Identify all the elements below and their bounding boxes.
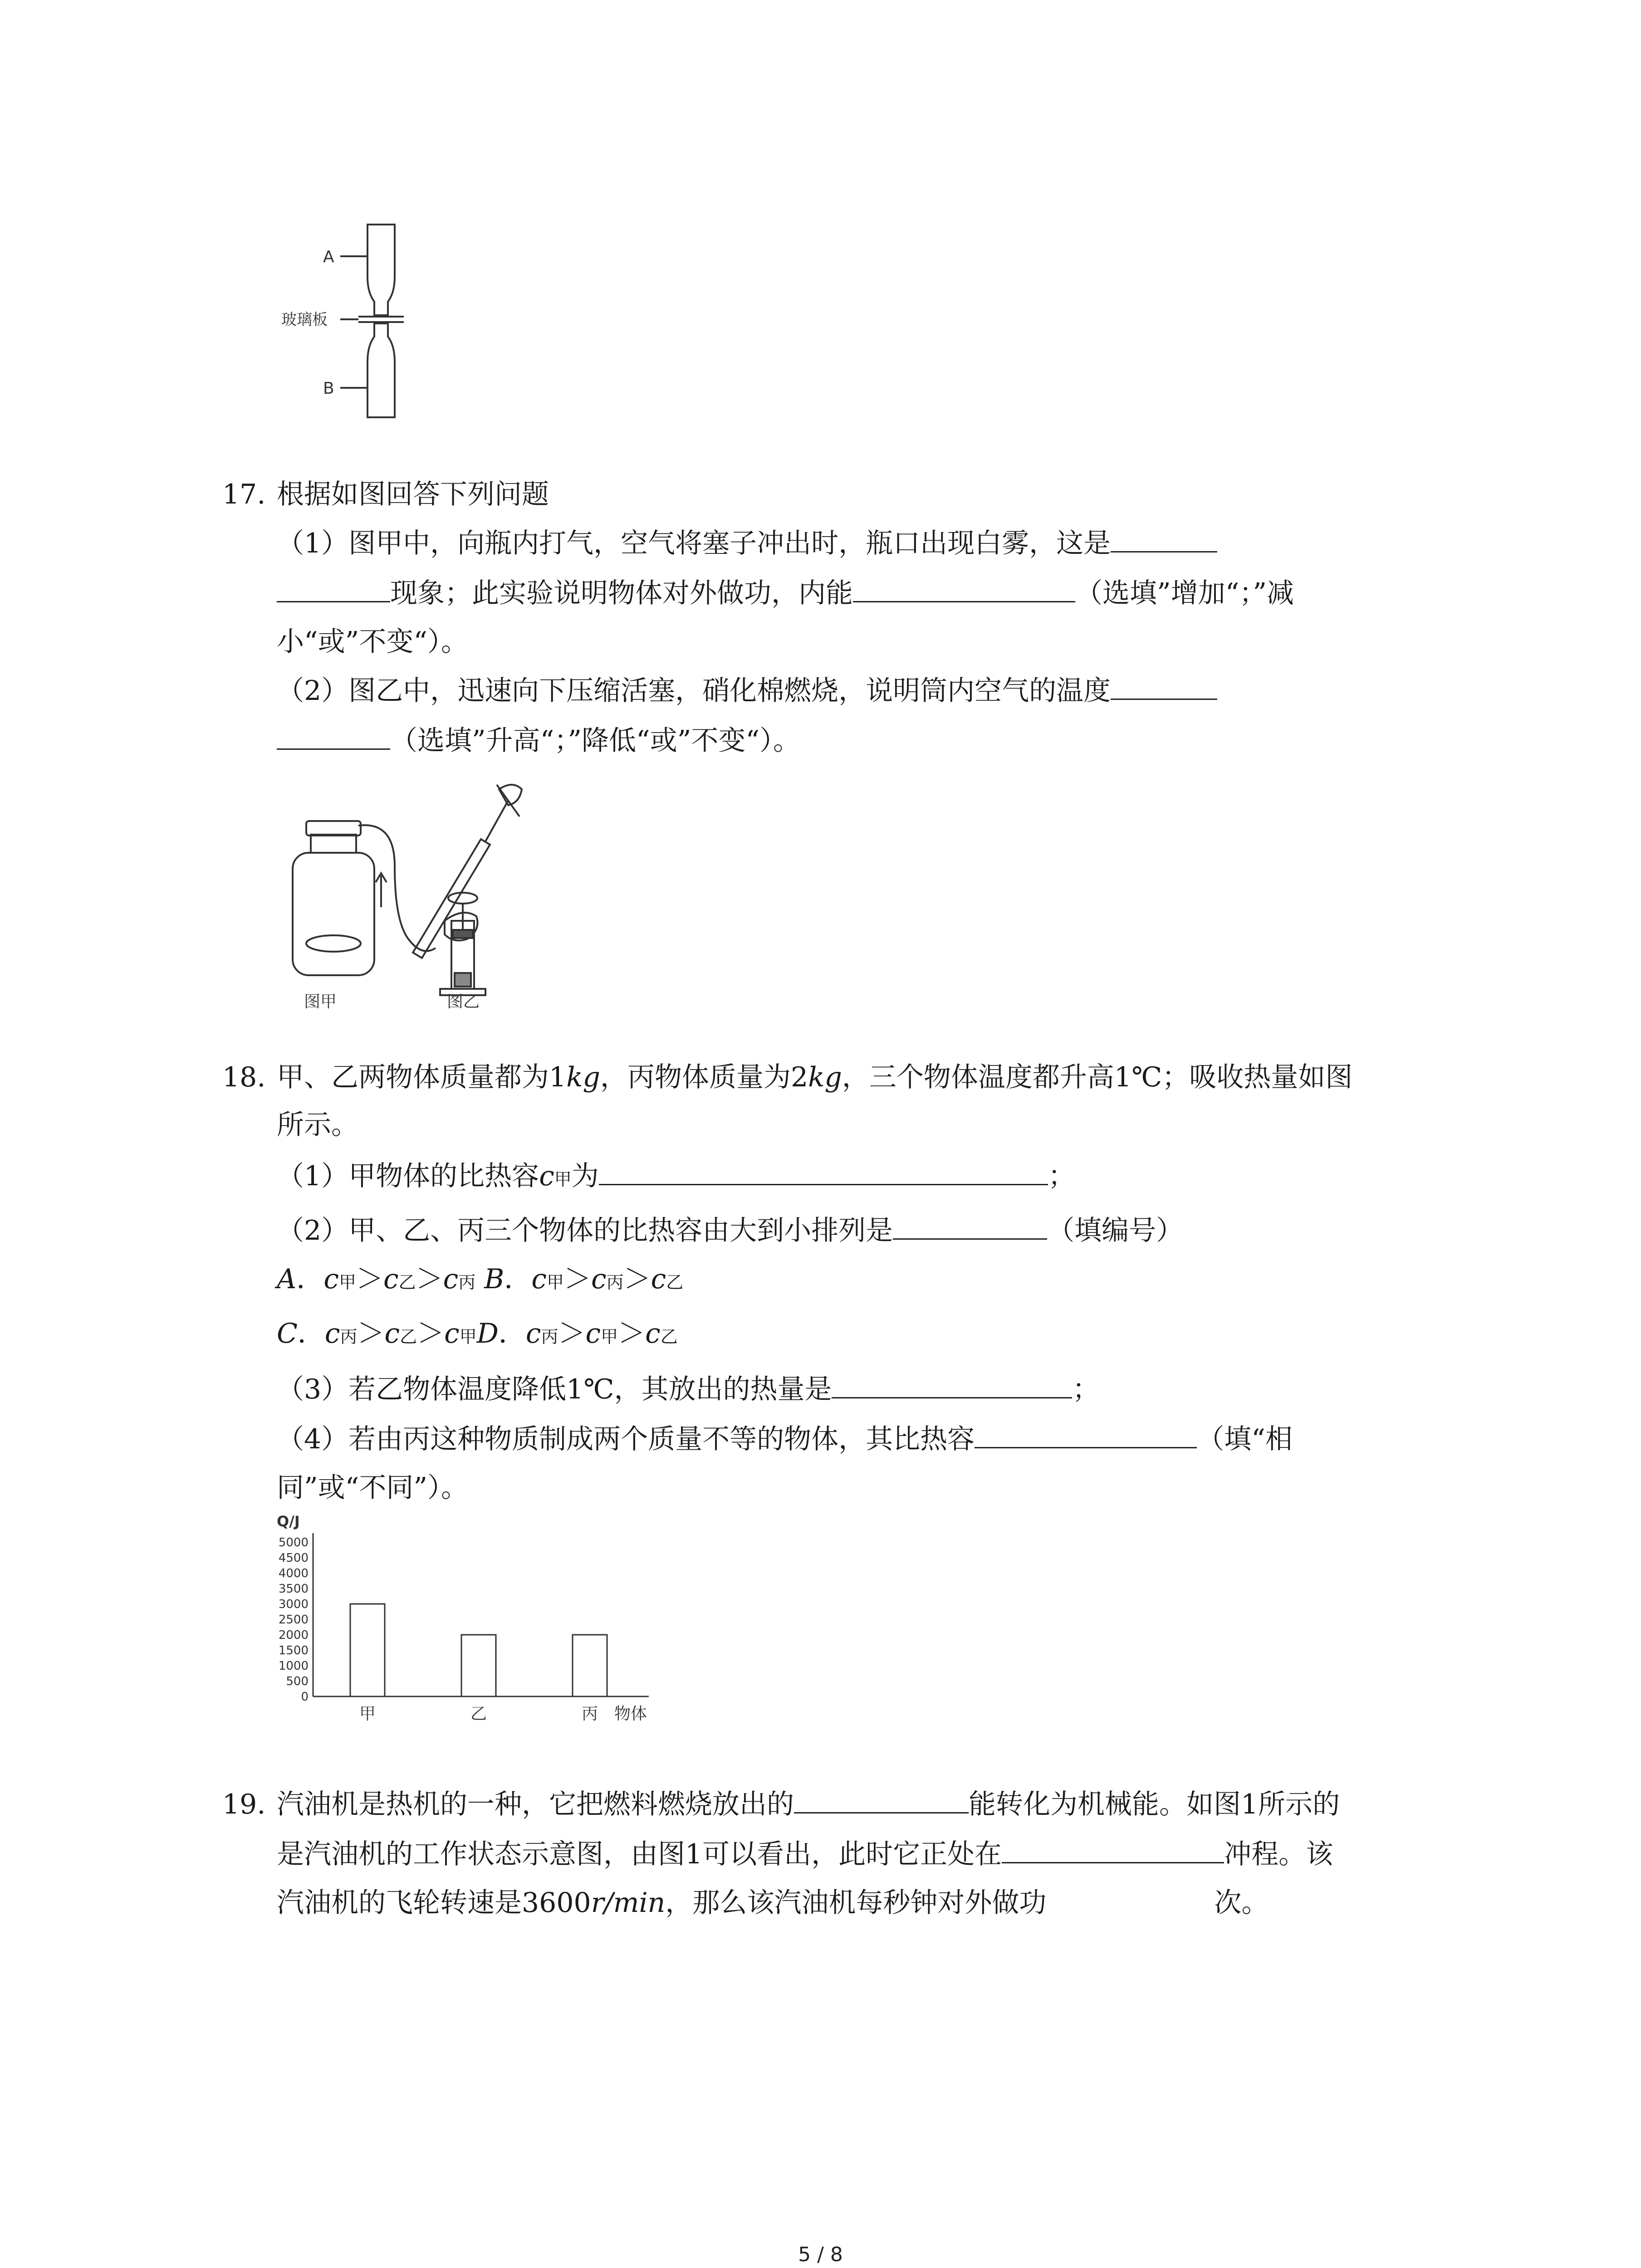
q18-blank-1[interactable]: [599, 1157, 1048, 1185]
q18-blank-2[interactable]: [893, 1211, 1047, 1240]
y-tick-label: 3000: [278, 1598, 309, 1611]
y-tick-label: 2000: [278, 1628, 309, 1642]
q19-line3: 汽油机的飞轮转速是3600r/min，那么该汽油机每秒钟对外做功 次。: [277, 1887, 1269, 1919]
q17-blank-2[interactable]: [853, 574, 1075, 602]
q17-part2-line2: （选填”升高“；”降低“或”不变“）。: [277, 721, 800, 759]
y-tick-label: 500: [286, 1675, 309, 1688]
glass-cylinders-figure: [272, 218, 422, 431]
q17-part1-line3: 小“或”不变“）。: [277, 626, 469, 658]
q17-part2-line1: （2）图乙中，迅速向下压缩活塞，硝化棉燃烧，说明筒内空气的温度: [277, 671, 1217, 709]
y-tick-label: 5000: [278, 1536, 309, 1549]
x-tick-label: 甲: [359, 1705, 376, 1723]
heat-absorbed-bar-chart: [268, 1515, 676, 1728]
q17-stem: 17. 根据如图回答下列问题: [222, 476, 549, 513]
y-tick-label: 4000: [278, 1567, 309, 1580]
label-a: A: [323, 248, 334, 266]
bar-1: [350, 1604, 385, 1696]
q19-blank-2[interactable]: [1002, 1835, 1224, 1863]
q17-blank-1-cont[interactable]: [277, 574, 390, 602]
y-tick-label: 4500: [278, 1551, 309, 1565]
bar-3: [573, 1635, 607, 1696]
q18-part3: （3）若乙物体温度降低1℃，其放出的热量是 ；: [277, 1370, 1099, 1408]
fig-label-yi: 图乙: [447, 992, 480, 1011]
compression-cylinder-figure: [431, 889, 508, 1012]
q17-part1-line1: （1）图甲中，向瓶内打气，空气将塞子冲出时，瓶口出现白雾，这是: [277, 524, 1217, 562]
label-b: B: [323, 379, 334, 398]
y-tick-label: 1000: [278, 1659, 309, 1673]
q18-stem-line1: 18. 甲、乙两物体质量都为1kg，丙物体质量为2kg，三个物体温度都升高1℃；吸收热量如图: [222, 1059, 1352, 1095]
q17-blank-1[interactable]: [1111, 524, 1217, 552]
q18-stem-line2: 所示。: [277, 1109, 358, 1141]
q19-line1: 19. 汽油机是热机的一种，它把燃料燃烧放出的 能转化为机械能。如图1所示的: [222, 1785, 1340, 1823]
q18-part1: （1）甲物体的比热容c甲为 ；: [277, 1157, 1075, 1198]
q18-part4-line2: 同”或“不同”）。: [277, 1472, 469, 1504]
y-axis-label: Q/J: [277, 1515, 300, 1530]
q19-blank-1[interactable]: [794, 1785, 969, 1813]
x-axis-label: 物体: [614, 1705, 647, 1723]
y-tick-label: 2500: [278, 1613, 309, 1627]
x-tick-label: 丙: [581, 1705, 598, 1723]
x-tick-label: 乙: [470, 1705, 487, 1723]
y-tick-label: 1500: [278, 1644, 309, 1657]
label-glass-plate: 玻璃板: [281, 311, 328, 329]
q17-blank-3[interactable]: [1111, 671, 1217, 700]
q18-options-cd: C．c丙＞c乙＞c甲D．c丙＞c甲＞c乙: [277, 1318, 678, 1349]
page-number: 5 / 8: [798, 2243, 843, 2266]
q17-number: 17.: [222, 479, 266, 510]
q19-line2: 是汽油机的工作状态示意图，由图1可以看出，此时它正处在 冲程。该: [277, 1835, 1333, 1872]
q18-blank-4[interactable]: [975, 1420, 1197, 1448]
fig-label-jia: 图甲: [304, 992, 337, 1011]
bar-2: [461, 1635, 496, 1696]
q18-options-ab: A．c甲＞c乙＞c丙 B．c甲＞c丙＞c乙: [277, 1263, 684, 1295]
y-tick-label: 3500: [278, 1582, 309, 1596]
q17-blank-3-cont[interactable]: [277, 721, 390, 750]
q18-blank-3[interactable]: [832, 1370, 1072, 1398]
y-tick-label: 0: [301, 1690, 309, 1704]
q19-number: 19.: [222, 1789, 266, 1820]
q18-part2: （2）甲、乙、丙三个物体的比热容由大到小排列是 （填编号）: [277, 1211, 1183, 1249]
q18-number: 18.: [222, 1061, 266, 1093]
q17-part1-line2: 现象；此实验说明物体对外做功，内能 （选填”增加“；”减: [277, 574, 1294, 611]
q18-part4-line1: （4）若由丙这种物质制成两个质量不等的物体，其比热容 （填“相: [277, 1420, 1293, 1457]
